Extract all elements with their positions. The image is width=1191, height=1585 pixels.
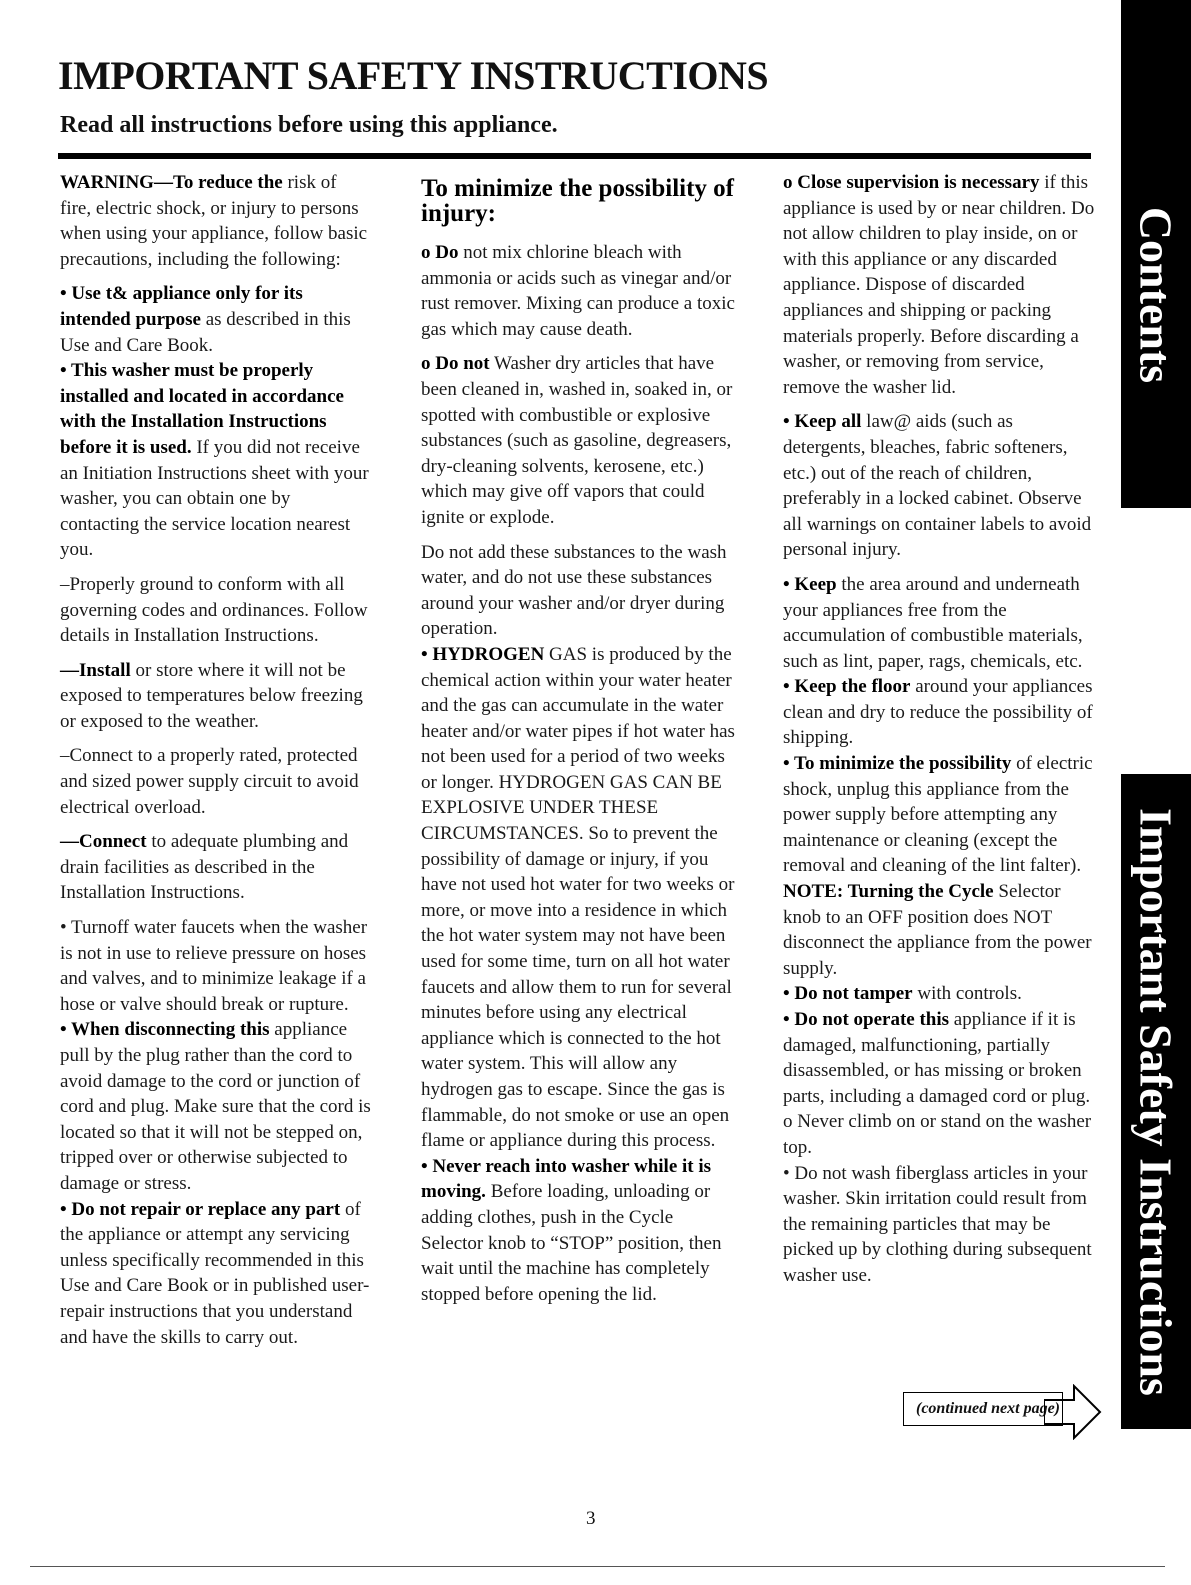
paragraph: • Never reach into washer while it is moving. Before loading, unloading or adding clothes, push in the Cycle Selector knob to “STOP” position, then wait until the machine has completely stopped before opening the lid.: [421, 1155, 722, 1305]
paragraph: • To minimize the possibility of electric shock, unplug this appliance from the power supply before attempting any maintenance or cleaning (except the removal and cleaning of the lint falter).: [783, 753, 1093, 877]
paragraph: • Keep the floor around your appliances clean and dry to reduce the possibility of shipping.: [783, 676, 1093, 749]
tab-contents[interactable]: [1121, 0, 1191, 508]
paragraph: o Do not Washer dry articles that have been cleaned in, washed in, soaked in, or spotted with combustible or explosive substances (such as gasoline, degreasers, dry-cleaning solvents, kerosene, etc.) which may give off vapors that could ignite or explode.: [421, 353, 733, 528]
paragraph: —Install or store where it will not be exposed to temperatures below freezing or exposed to the weather.: [60, 659, 363, 732]
footer-rule: [30, 1566, 1165, 1567]
tab-contents-label: Contents: [1130, 206, 1182, 383]
paragraph: o Never climb on or stand on the washer top.: [783, 1111, 1092, 1158]
paragraph: • Use t& appliance only for its intended purpose as described in this Use and Care Book.: [60, 283, 351, 356]
paragraph: • This washer must be properly installed and located in accordance with the Installation Instructions before it is used. If you did not receive an Initiation Instructions sheet with your washer, you can obtain one by contacting the service location nearest you.: [60, 360, 369, 561]
paragraph: • Turnoff water faucets when the washer is not in use to relieve pressure on hoses and valves, and to minimize leakage if a hose or valve should break or rupture.: [60, 917, 368, 1015]
paragraph: • Do not repair or replace any part of the appliance or attempt any servicing unless specifically recommended in this Use and Care Book or in published user-repair instructions that you understand and have the skills to carry out.: [60, 1198, 370, 1348]
paragraph: • Keep all law@ aids (such as detergents, bleaches, fabric softeners, etc.) out of the reach of children, preferably in a locked cabinet. Observe all warnings on container labels to avoid personal injury.: [783, 411, 1092, 561]
page-subtitle: Read all instructions before using this appliance.: [60, 112, 558, 138]
arrow-right-icon: [1044, 1384, 1102, 1440]
paragraph: o Do not mix chlorine bleach with ammonia or acids such as vinegar and/or rust remover. Mixing can produce a toxic gas which may cause death.: [421, 242, 735, 340]
column-1: [60, 170, 372, 1359]
page-number: 3: [586, 1508, 596, 1529]
continued-next-page-label: (continued next page): [903, 1392, 1063, 1426]
paragraph: • Do not wash fiberglass articles in your washer. Skin irritation could result from the remaining particles that may be picked up by clothing during subsequent washer use.: [783, 1162, 1092, 1286]
paragraph: —Connect to adequate plumbing and drain facilities as described in the Installation Instructions.: [60, 831, 349, 904]
paragraph: • HYDROGEN GAS is produced by the chemical action within your water heater and the gas can accumulate in the water heater and/or water pipes if hot water has not been used for a period of two weeks or longer. HYDROGEN GAS CAN BE EXPLOSIVE UNDER THESE CIRCUMSTANCES. So to prevent the possibility of damage or injury, if you have not used hot water for two weeks or more, or move into a residence in which the hot water system may not have been used for some time, turn on all hot water faucets and allow them to run for several minutes before using any electrical appliance which is connected to the hot water system. This will allow any hydrogen gas to escape. Since the gas is flammable, do not smoke or use an open flame or appliance during this process.: [421, 643, 735, 1152]
paragraph: WARNING—To reduce the risk of fire, electric shock, or injury to persons when using your appliance, follow basic precautions, including the following:: [60, 172, 368, 270]
column-3: [783, 170, 1099, 1298]
paragraph: –Properly ground to conform with all governing codes and ordinances. Follow details in Installation Instructions.: [60, 573, 368, 647]
paragraph: • Do not tamper with controls.: [783, 983, 1022, 1005]
paragraph: • When disconnecting this appliance pull by the plug rather than the cord to avoid damage to the cord or junction of cord and plug. Make sure that the cord is located so that it will not be stepped on, tripped over or otherwise subjected to damage or stress.: [60, 1019, 371, 1194]
column-2: [421, 170, 739, 1316]
paragraph: NOTE: Turning the Cycle Selector knob to an OFF position does NOT disconnect the appliance from the power supply.: [783, 881, 1092, 979]
section-heading: To minimize the possibility of injury:: [421, 175, 734, 227]
paragraph: –Connect to a properly rated, protected and sized power supply circuit to avoid electrical overload.: [60, 745, 359, 818]
page-title: IMPORTANT SAFETY INSTRUCTIONS: [58, 53, 769, 98]
paragraph: • Keep the area around and underneath your appliances free from the accumulation of combustible materials, such as lint, paper, rags, chemicals, etc.: [783, 573, 1083, 672]
tab-safety-label: Important Safety Instructions: [1130, 807, 1182, 1396]
paragraph: Do not add these substances to the wash water, and do not use these substances around your washer and/or dryer during operation.: [421, 541, 727, 640]
header-rule: [58, 153, 1091, 159]
tab-safety-instructions[interactable]: [1121, 774, 1191, 1429]
paragraph: o Close supervision is necessary if this appliance is used by or near children. Do not allow children to play inside, on or with this appliance or any discarded appliance. Dispose of discarded appliances and shipping or packing materials properly. Before discarding a washer, or removing from service, remove the washer lid.: [783, 172, 1095, 398]
paragraph: • Do not operate this appliance if it is damaged, malfunctioning, partially disassembled, or has missing or broken parts, including a damaged cord or plug.: [783, 1009, 1091, 1107]
